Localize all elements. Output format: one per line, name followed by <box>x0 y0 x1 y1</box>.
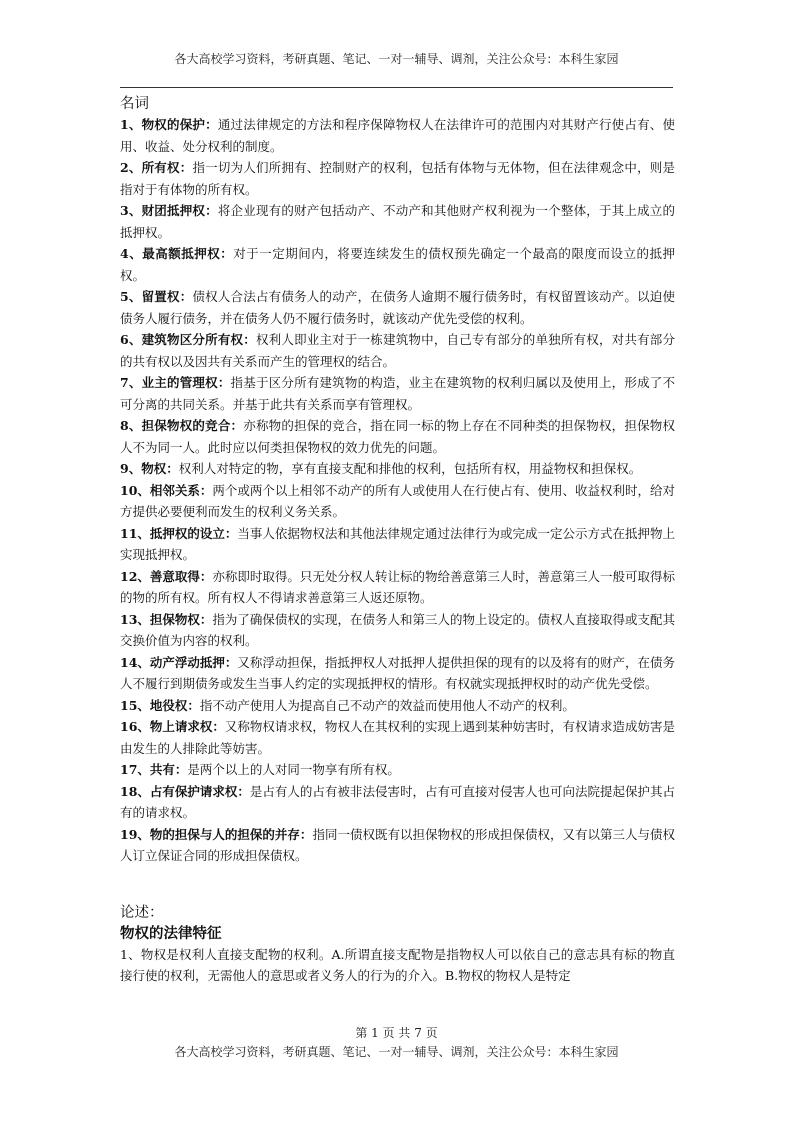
term-definition: 又称物权请求权，物权人在其权利的实现上遇到某种妨害时，有权请求造成妨害是由发生的人排除此等妨害。 <box>120 719 675 756</box>
section-title-terms: 名词 <box>120 96 149 112</box>
term-entry <box>120 652 675 695</box>
section-spacer <box>120 867 675 903</box>
term-definition: 权利人即业主对于一栋建筑物中，自己专有部分的单独所有权，对共有部分的共有权以及因共有关系而产生的管理权的结合。 <box>120 332 675 369</box>
page-footer <box>0 1024 793 1062</box>
term-definition: 两个或两个以上相邻不动产的所有人或使用人在行使占有、使用、收益权利时，给对方提供必要便利而发生的权利义务关系。 <box>120 482 675 519</box>
term-definition: 当事人依据物权法和其他法律规定通过法律行为或完成一定公示方式在抵押物上实现抵押权。 <box>120 525 675 562</box>
term-definition: 指基于区分所有建筑物的构造，业主在建筑物的权利归属以及使用上，形成了不可分离的共同关系。并基于此共有关系而享有管理权。 <box>120 375 675 412</box>
term-definition: 指为了确保债权的实现，在债务人和第三人的物上设定的。债权人直接取得或支配其交换价值为内容的权利。 <box>120 611 675 648</box>
term-label: 16、物上请求权： <box>120 719 225 734</box>
term-entry <box>120 824 675 867</box>
term-entry <box>120 200 675 243</box>
term-entry <box>120 695 675 717</box>
term-entry <box>120 243 675 286</box>
term-entry <box>120 480 675 523</box>
term-definition: 指不动产使用人为提高自己不动产的效益而使用他人不动产的权利。 <box>199 697 575 713</box>
term-definition: 权利人对特定的物，享有直接支配和排他的权利，包括所有权，用益物权和担保权。 <box>178 461 642 476</box>
term-label: 13、担保物权： <box>120 611 213 627</box>
term-definition: 指同一债权既有以担保物权的形成担保债权，又有以第三人与债权人订立保证合同的形成担保债权。 <box>120 826 675 863</box>
term-definition: 对于一定期间内，将要连续发生的债权预先确定一个最高的限度而设立的抵押权。 <box>120 246 675 283</box>
term-entry <box>120 759 675 781</box>
term-entry <box>120 329 675 372</box>
term-definition: 指一切为人们所拥有、控制财产的权利，包括有体物与无体物，但在法律观念中，则是指对于有体物的所有权。 <box>120 160 675 197</box>
term-definition: 亦称物的担保的竞合，指在同一标的物上存在不同种类的担保物权，担保物权人不为同一人。此时应以何类担保物权的效力优先的问题。 <box>120 418 675 455</box>
term-list <box>120 114 675 867</box>
term-label: 9、物权： <box>120 461 179 476</box>
term-label: 11、抵押权的设立： <box>120 525 238 541</box>
term-entry <box>120 415 675 458</box>
term-label: 7、业主的管理权： <box>120 375 231 390</box>
term-label: 14、动产浮动抵押： <box>120 654 238 670</box>
term-definition: 又称浮动担保，指抵押权人对抵押人提供担保的现有的以及将有的财产，在债务人不履行到期债务或发生当事人约定的实现抵押权的情形。有权就实现抵押权时的动产优先受偿。 <box>120 654 675 691</box>
term-definition: 亦称即时取得。只无处分权人转让标的物给善意第三人时，善意第三人一般可取得标的物的所有权。所有权人不得请求善意第三人返还原物。 <box>120 568 675 605</box>
term-label: 6、建筑物区分所有权： <box>120 332 256 347</box>
term-label: 3、财团抵押权： <box>120 203 218 218</box>
term-entry <box>120 566 675 609</box>
page-header: 各大高校学习资料，考研真题、笔记、一对一辅导、调剂，关注公众号：本科生家园 <box>174 52 619 66</box>
term-label: 8、担保物权的竞合： <box>120 418 244 433</box>
term-entry <box>120 157 675 200</box>
term-entry <box>120 609 675 652</box>
essay-paragraph: 1、物权是权利人直接支配物的权利。A.所谓直接支配物是指物权人可以依自己的意志具有标的物直接行使的权利，无需他人的意思或者义务人的行为的介入。B.物权的物权人是特定 <box>120 946 675 983</box>
term-entry <box>120 781 675 824</box>
term-entry <box>120 716 675 759</box>
term-label: 4、最高额抵押权： <box>120 246 234 261</box>
term-label: 15、地役权： <box>120 697 200 713</box>
document-body <box>120 94 675 987</box>
essay-subtitle: 物权的法律特征 <box>120 924 222 942</box>
term-entry <box>120 523 675 566</box>
term-definition: 是占有人的占有被非法侵害时，占有可直接对侵害人也可向法院提起保护其占有的请求权。 <box>120 783 675 820</box>
term-label: 2、所有权： <box>120 160 193 175</box>
term-label: 12、善意取得： <box>120 568 213 584</box>
term-label: 10、相邻关系： <box>120 482 213 498</box>
term-label: 5、留置权： <box>120 289 193 304</box>
header-divider <box>120 87 673 88</box>
page-number: 第 1 页 共 7 页 <box>355 1026 438 1040</box>
section-title-essay: 论述： <box>120 904 164 921</box>
footer-text: 各大高校学习资料，考研真题、笔记、一对一辅导、调剂，关注公众号：本科生家园 <box>174 1045 619 1059</box>
term-definition: 债权人合法占有债务人的动产，在债务人逾期不履行债务时，有权留置该动产。以迫使债务人履行债务，并在债务人仍不履行债务时，就该动产优先受偿的权利。 <box>120 289 675 326</box>
term-definition: 将企业现有的财产包括动产、不动产和其他财产权利视为一个整体，于其上成立的抵押权。 <box>120 203 675 240</box>
term-definition: 通过法律规定的方法和程序保障物权人在法律许可的范围内对其财产行使占有、使用、收益、处分权利的制度。 <box>120 117 675 154</box>
term-entry <box>120 372 675 415</box>
term-label: 1、物权的保护： <box>120 117 218 132</box>
term-definition: 是两个以上的人对同一物享有所有权。 <box>187 762 400 777</box>
term-label: 18、占有保护请求权： <box>120 783 250 799</box>
term-label: 19、物的担保与人的担保的并存： <box>120 826 313 842</box>
term-entry <box>120 458 675 480</box>
term-entry <box>120 286 675 329</box>
term-label: 17、共有： <box>120 762 188 777</box>
term-entry <box>120 114 675 157</box>
